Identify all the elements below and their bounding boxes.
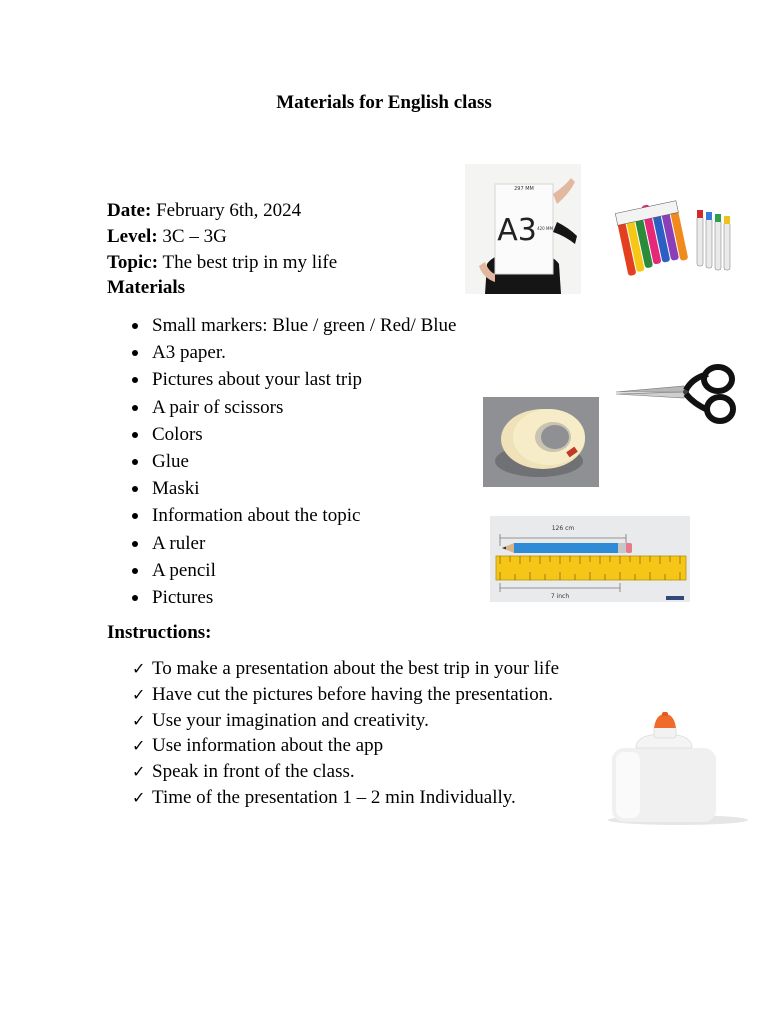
list-item: ✓ Time of the presentation 1 – 2 min Individually.: [132, 785, 559, 811]
list-item: Glue: [132, 448, 456, 475]
ruler-top-label: 126 cm: [551, 525, 575, 532]
instructions-heading: Instructions:: [107, 622, 212, 643]
level-value: 3C – 3G: [162, 226, 227, 247]
list-item: A pair of scissors: [132, 394, 456, 421]
list-item: A ruler: [132, 530, 456, 557]
list-item: A3 paper.: [132, 339, 456, 366]
instructions-list: [132, 656, 559, 811]
topic-label: Topic:: [107, 252, 159, 273]
list-item: Information about the topic: [132, 502, 456, 529]
list-item: Pictures about your last trip: [132, 366, 456, 393]
glue-bottle-icon: [606, 712, 754, 828]
page-title: Materials for English class: [276, 92, 492, 113]
materials-heading: Materials: [107, 277, 186, 298]
list-item: Pictures: [132, 584, 456, 611]
list-item: ✓ Speak in front of the class.: [132, 759, 559, 785]
level-line: [107, 224, 227, 250]
a3-dim-side: 420 MM: [537, 226, 553, 231]
date-value: February 6th, 2024: [156, 200, 302, 221]
ruler-pencil-icon: [490, 516, 690, 602]
masking-tape-icon: [483, 397, 599, 487]
list-item: Colors: [132, 421, 456, 448]
list-item: ✓ Have cut the pictures before having the presentation.: [132, 682, 559, 708]
topic-value: The best trip in my life: [162, 252, 338, 273]
date-label: Date:: [107, 200, 152, 221]
a3-text: A3: [497, 213, 537, 248]
materials-list: [132, 312, 456, 611]
list-item: ✓ Use information about the app: [132, 733, 559, 759]
topic-line: [107, 250, 337, 276]
list-item: Small markers: Blue / green / Red/ Blue: [132, 312, 456, 339]
list-item: ✓ Use your imagination and creativity.: [132, 708, 559, 734]
markers-icon: [613, 180, 739, 290]
list-item: ✓ To make a presentation about the best trip in your life: [132, 656, 559, 682]
level-label: Level:: [107, 226, 158, 247]
list-item: A pencil: [132, 557, 456, 584]
a3-paper-icon: [465, 164, 581, 294]
a3-dim-top: 297 MM: [514, 186, 534, 192]
ruler-bottom-label: 7 inch: [550, 593, 570, 600]
date-line: [107, 198, 301, 224]
scissors-icon: [612, 364, 736, 426]
list-item: Maski: [132, 475, 456, 502]
